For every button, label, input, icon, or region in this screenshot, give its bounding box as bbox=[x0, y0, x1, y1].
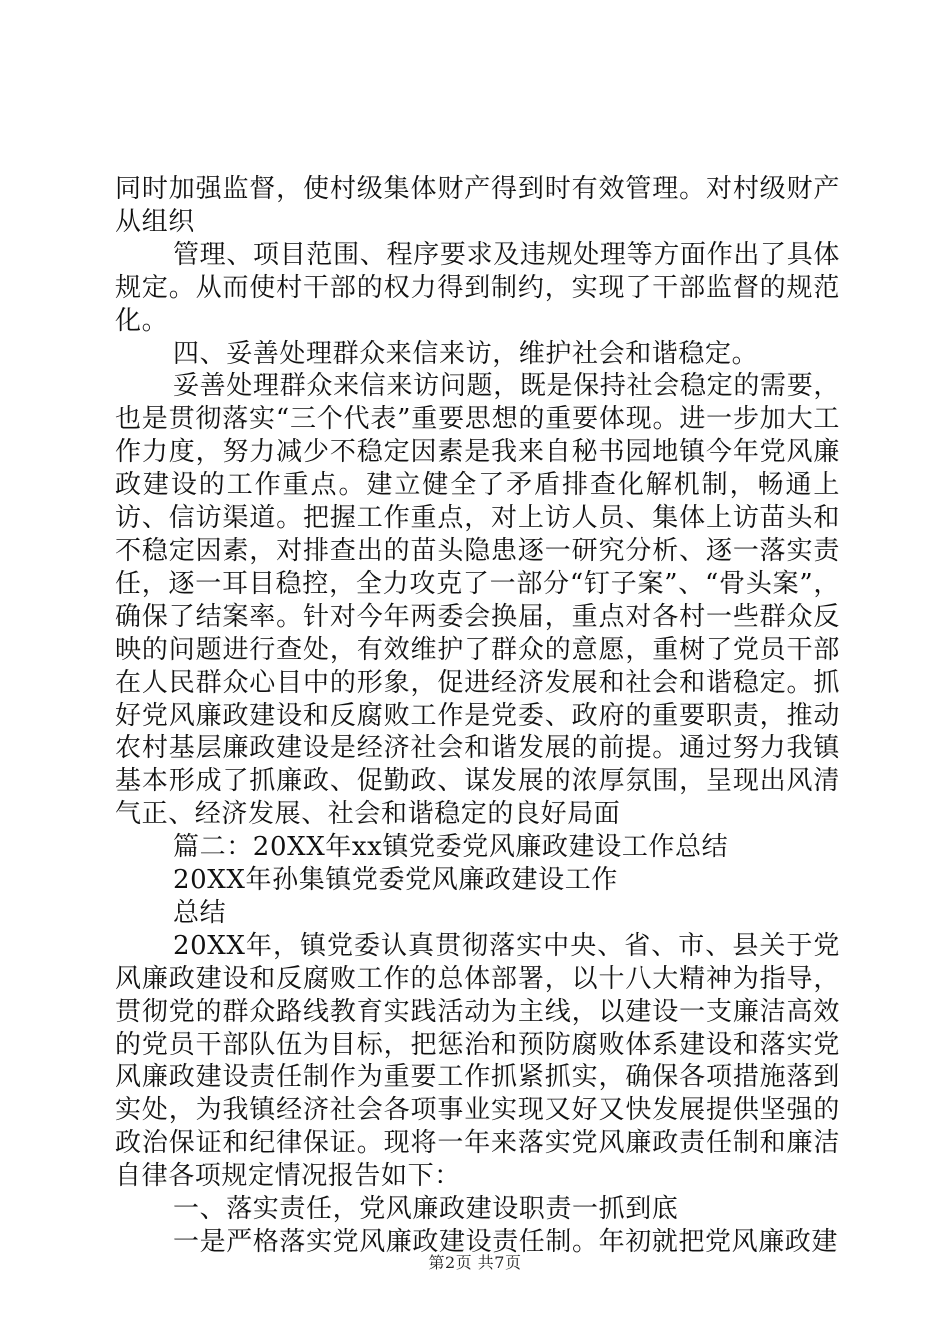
paragraph: 同时加强监督，使村级集体财产得到时有效管理。对村级财产从组织 bbox=[115, 174, 840, 237]
report-title-continued: 总结 bbox=[173, 897, 227, 928]
article-title: 篇二：20XX年xx镇党委党风廉政建设工作总结 bbox=[173, 832, 729, 863]
report-title: 20XX年孙集镇党委党风廉政建设工作 bbox=[173, 865, 618, 896]
paragraph: 一是严格落实党风廉政建设责任制。年初就把党风廉政建 bbox=[173, 1227, 839, 1257]
page-number: 第2页 共7页 bbox=[428, 1253, 522, 1272]
document-body bbox=[115, 173, 840, 1259]
paragraph: 20XX年，镇党委认真贯彻落实中央、省、市、县关于党风廉政建设和反腐败工作的总体部署，以十八大精神为指导，贯彻党的群众路线教育实践活动为主线，以建设一支廉洁高效的党员干部队伍为目标，把惩治和预防腐败体系建设和落实党风廉政建设责任制作为重要工作抓紧抓实，确保各项措施落到实处，为我镇经济社会各项事业实现又好又快发展提供坚强的政治保证和纪律保证。现将一年来落实党风廉政责任制和廉洁自律各项规定情况报告如下： bbox=[115, 930, 840, 1192]
paragraph: 妥善处理群众来信来访问题，既是保持社会稳定的需要，也是贯彻落实“三个代表”重要思想的重要体现。进一步加大工作力度，努力减少不稳定因素是我来自秘书园地镇今年党风廉政建设的工作重点。建立健全了矛盾排查化解机制，畅通上访、信访渠道。把握工作重点，对上访人员、集体上访苗头和不稳定因素，对排查出的苗头隐患逐一研究分析、逐一落实责任，逐一耳目稳控，全力攻克了一部分“钉子案”、“骨头案”，确保了结案率。针对今年两委会换届，重点对各村一些群众反映的问题进行查处，有效维护了群众的意愿，重树了党员干部在人民群众心目中的形象，促进经济发展和社会和谐稳定。抓好党风廉政建设和反腐败工作是党委、政府的重要职责，推动农村基层廉政建设是经济社会和谐发展的前提。通过努力我镇基本形成了抓廉政、促勤政、谋发展的浓厚氛围，呈现出风清气正、经济发展、社会和谐稳定的良好局面 bbox=[115, 371, 840, 830]
paragraph: 管理、项目范围、程序要求及违规处理等方面作出了具体规定。从而使村干部的权力得到制约，实现了干部监督的规范化。 bbox=[115, 239, 840, 336]
section-heading: 一、落实责任，党风廉政建设职责一抓到底 bbox=[173, 1194, 679, 1225]
section-heading: 四、妥善处理群众来信来访，维护社会和谐稳定。 bbox=[173, 338, 759, 369]
